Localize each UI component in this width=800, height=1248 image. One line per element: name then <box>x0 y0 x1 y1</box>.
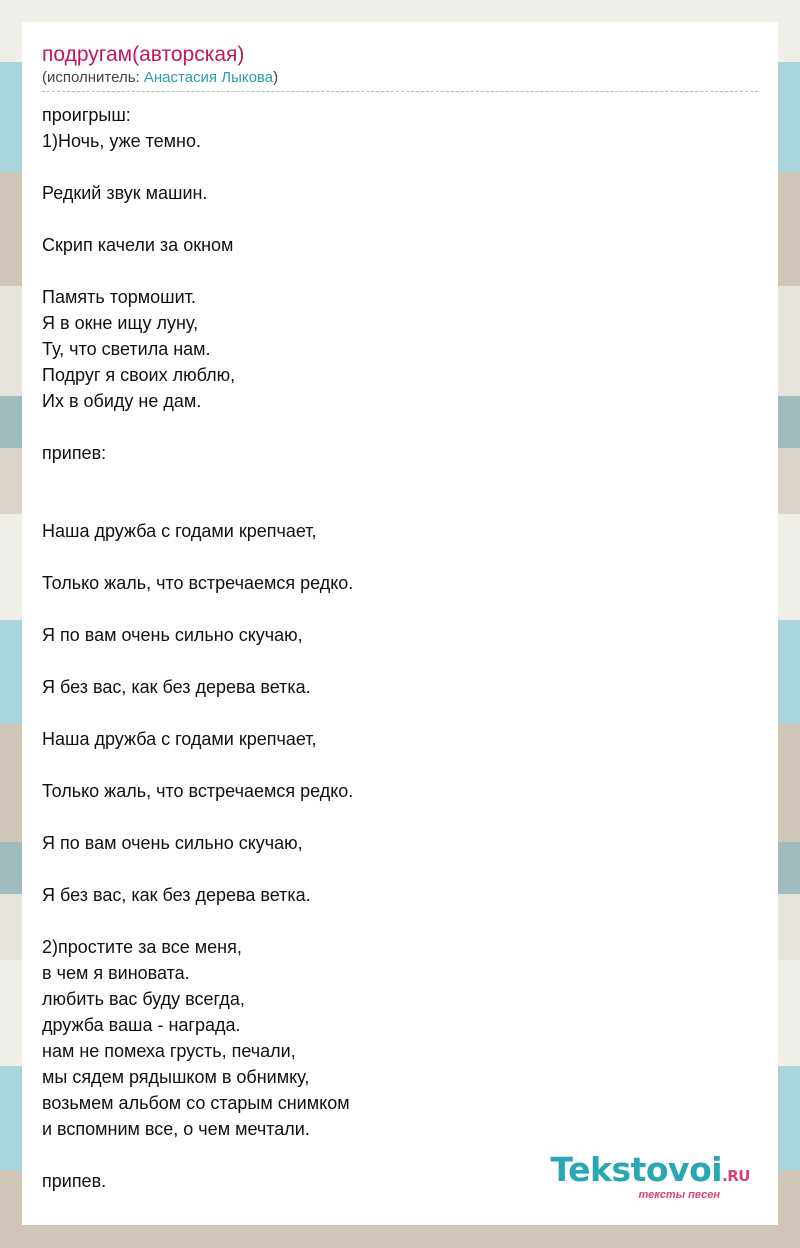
lyric-line: Наша дружба с годами крепчает, <box>42 521 317 541</box>
lyric-line: Память тормошит. <box>42 287 196 307</box>
lyric-line: Я по вам очень сильно скучаю, <box>42 833 303 853</box>
brand-logo[interactable] <box>550 1150 750 1201</box>
lyric-line <box>42 154 758 180</box>
lyric-line: Ту, что светила нам. <box>42 339 211 359</box>
lyric-line <box>42 856 758 882</box>
lyric-line: Скрип качели за окном <box>42 235 234 255</box>
lyric-line: Наша дружба с годами крепчает, <box>42 729 317 749</box>
lyrics-card <box>22 22 778 1225</box>
lyric-line <box>42 206 758 232</box>
lyric-line <box>42 648 758 674</box>
lyric-line: и вспомним все, о чем мечтали. <box>42 1119 310 1139</box>
lyric-line: мы сядем рядышком в обнимку, <box>42 1067 310 1087</box>
lyric-line: Я без вас, как без дерева ветка. <box>42 677 311 697</box>
lyric-line <box>42 258 758 284</box>
lyric-line: Редкий звук машин. <box>42 183 208 203</box>
lyric-line <box>42 804 758 830</box>
lyric-line: Я по вам очень сильно скучаю, <box>42 625 303 645</box>
brand-logo-text <box>550 1150 750 1193</box>
artist-suffix: ) <box>273 69 279 86</box>
lyric-line <box>42 752 758 778</box>
lyric-line <box>42 544 758 570</box>
brand-name: Tekstovoi <box>550 1150 723 1189</box>
lyric-line: 1)Ночь, уже темно. <box>42 131 202 151</box>
lyric-line: Подруг я своих люблю, <box>42 365 236 385</box>
lyric-line: Только жаль, что встречаемся редко. <box>42 781 354 801</box>
lyric-line <box>42 596 758 622</box>
lyric-line: в чем я виновата. <box>42 963 190 983</box>
lyric-line: возьмем альбом со старым снимком <box>42 1093 350 1113</box>
brand-tld: .RU <box>722 1167 750 1185</box>
lyric-line: нам не помеха грусть, печали, <box>42 1041 296 1061</box>
lyric-line <box>42 700 758 726</box>
lyric-line: проигрыш: <box>42 105 131 125</box>
artist-link[interactable]: Анастасия Лыкова <box>143 69 274 86</box>
lyric-line <box>42 414 758 440</box>
lyric-line: Я в окне ищу луну, <box>42 313 199 333</box>
lyric-line: Их в обиду не дам. <box>42 391 202 411</box>
lyrics-text <box>42 102 758 1194</box>
lyric-line <box>42 466 758 492</box>
lyric-line: Я без вас, как без дерева ветка. <box>42 885 311 905</box>
lyric-line <box>42 908 758 934</box>
lyric-line: любить вас буду всегда, <box>42 989 245 1009</box>
lyric-line <box>42 492 758 518</box>
artist-line <box>42 68 758 92</box>
brand-tagline: тексты песен <box>638 1189 720 1201</box>
lyric-line: припев: <box>42 443 107 463</box>
song-title: подругам(авторская) <box>42 43 245 66</box>
lyric-line: Только жаль, что встречаемся редко. <box>42 573 354 593</box>
lyric-line: 2)простите за все меня, <box>42 937 242 957</box>
lyric-line: дружба ваша - награда. <box>42 1015 241 1035</box>
artist-prefix: (исполнитель: <box>42 69 144 86</box>
lyric-line: припев. <box>42 1171 107 1191</box>
